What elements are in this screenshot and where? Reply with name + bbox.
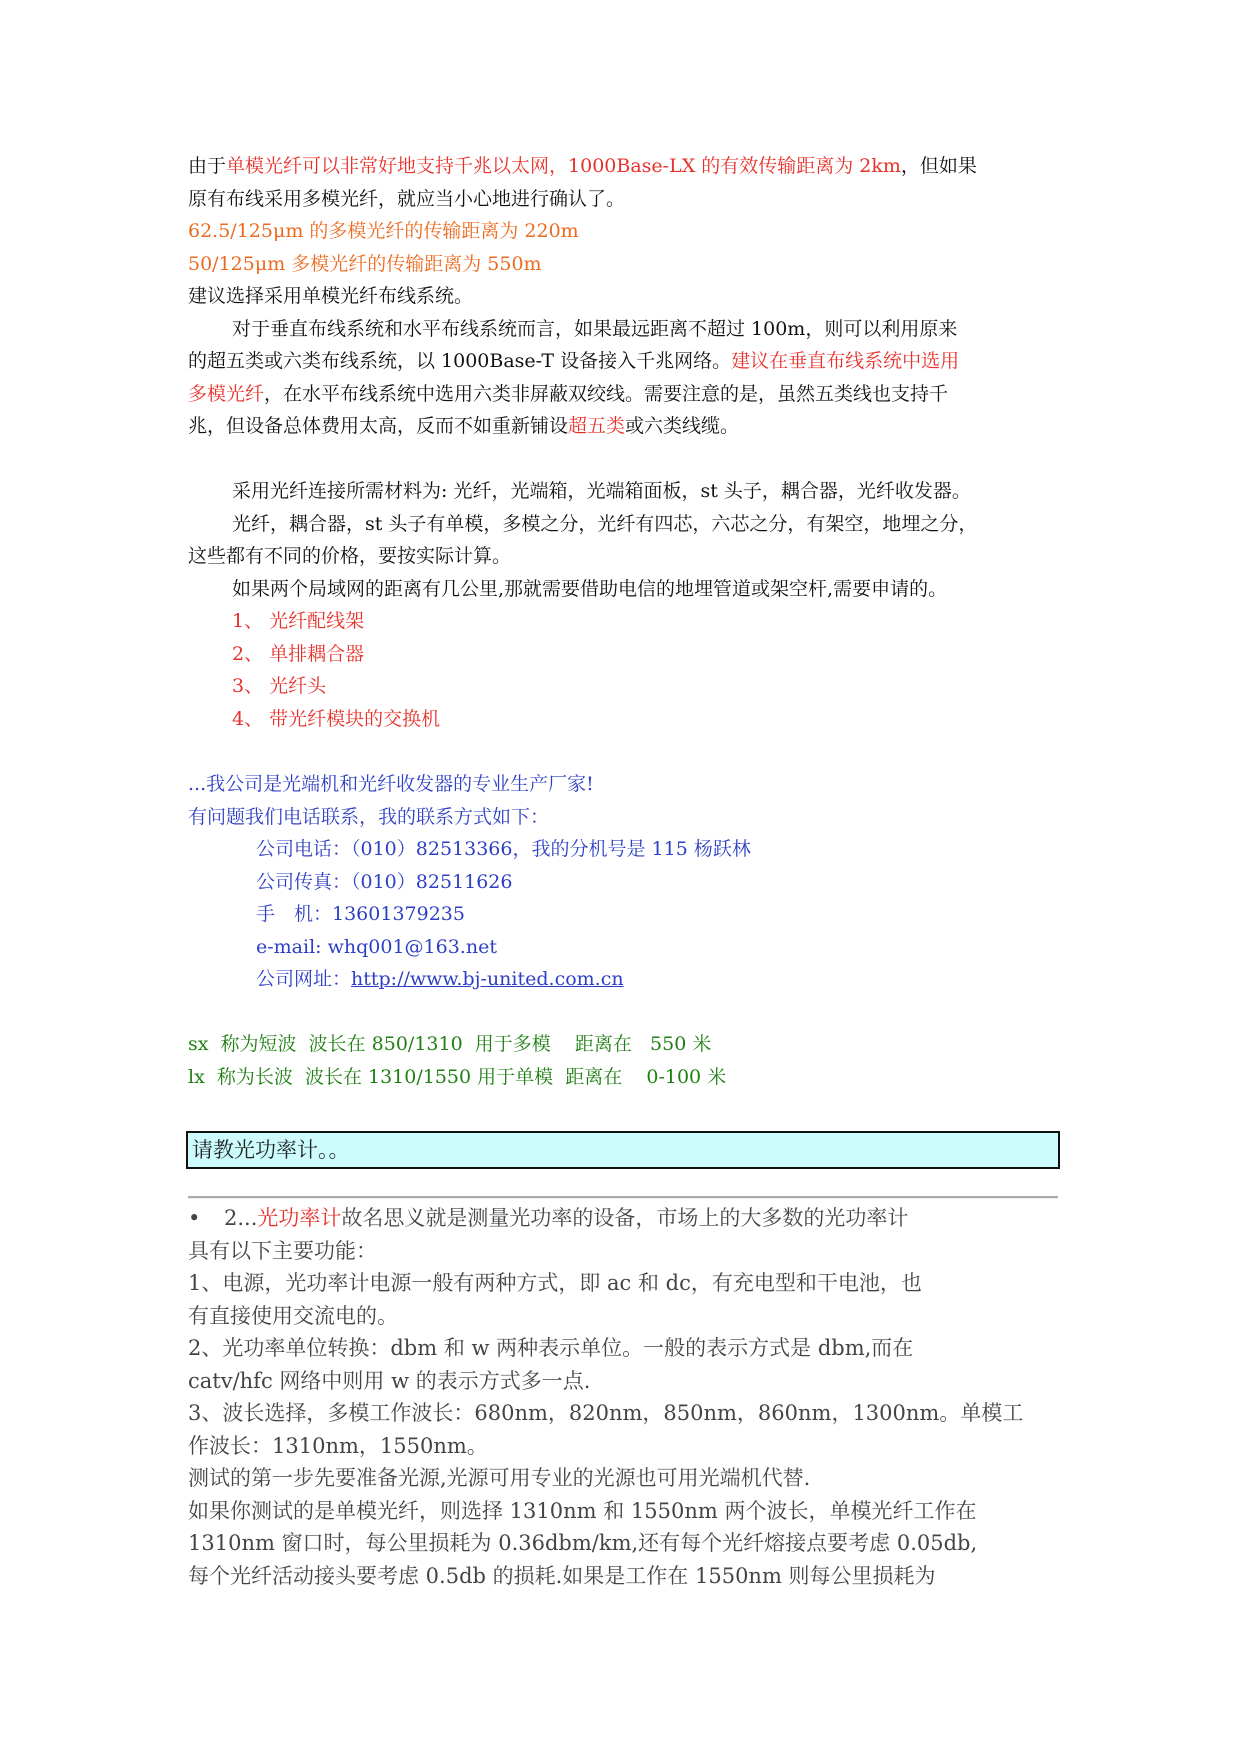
text-line: 采用光纤连接所需材料为: 光纤，光端箱，光端箱面板，st 头子，耦合器，光纤收发器。 bbox=[232, 480, 971, 502]
text-line bbox=[188, 410, 1058, 443]
website-label: 公司网址： bbox=[256, 968, 352, 990]
highlight-text: 建议在垂直布线系统中选用 bbox=[731, 350, 960, 372]
text-span: 2... bbox=[224, 1206, 258, 1230]
company-intro: ...我公司是光端机和光纤收发器的专业生产厂家! bbox=[188, 773, 594, 795]
question-box bbox=[186, 1131, 1060, 1169]
answer-line: catv/hfc 网络中则用 w 的表示方式多一点. bbox=[188, 1368, 591, 1393]
company-phone: 公司电话：（010）82513366，我的分机号是 115 杨跃林 bbox=[256, 838, 751, 860]
question-title: 请教光功率计。。 bbox=[192, 1138, 350, 1162]
highlight-text: 光功率计 bbox=[257, 1206, 342, 1230]
answer-block bbox=[188, 1202, 1058, 1592]
text-line bbox=[188, 378, 1058, 411]
answer-line: 2、光功率单位转换：dbm 和 w 两种表示单位。一般的表示方式是 dbm,而在 bbox=[188, 1336, 914, 1360]
highlight-text: 多模光纤 bbox=[188, 382, 265, 405]
text-span: 的超五类或六类布线系统，以 1000Base-T 设备接入千兆网络。 bbox=[188, 350, 732, 372]
contact-block bbox=[188, 768, 1058, 996]
text-span: 由于 bbox=[188, 155, 227, 177]
company-fax: 公司传真：（010）82511626 bbox=[256, 870, 513, 893]
highlight-text: 超五类 bbox=[568, 415, 626, 437]
list-item: 1、 光纤配线架 bbox=[232, 610, 365, 632]
list-item: 4、 带光纤模块的交换机 bbox=[232, 707, 441, 730]
answer-line: 测试的第一步先要准备光源,光源可用专业的光源也可用光端机代替. bbox=[188, 1466, 811, 1490]
list-item: 3、 光纤头 bbox=[232, 675, 327, 697]
text-line: 原有布线采用多模光纤，就应当小心地进行确认了。 bbox=[188, 187, 626, 210]
text-span: ，但如果 bbox=[900, 155, 977, 177]
text-line: 这些都有不同的价格，要按实际计算。 bbox=[188, 545, 512, 567]
text-span: 或六类线缆。 bbox=[625, 415, 740, 437]
list-item: 2、 单排耦合器 bbox=[232, 642, 365, 665]
text-line: 如果两个局域网的距离有几公里,那就需要借助电信的地埋管道或架空杆,需要申请的。 bbox=[232, 577, 948, 600]
text-line: 光纤，耦合器，st 头子有单模，多模之分，光纤有四芯，六芯之分，有架空，地埋之分， bbox=[232, 512, 978, 535]
answer-line: 如果你测试的是单模光纤，则选择 1310nm 和 1550nm 两个波长，单模光纤工作在 bbox=[188, 1498, 977, 1523]
answer-line: 3、波长选择，多模工作波长：680nm，820nm，850nm，860nm，1300nm。单模工 bbox=[188, 1401, 1024, 1425]
answer-line: 作波长：1310nm，1550nm。 bbox=[188, 1433, 488, 1458]
website-link[interactable]: http://www.bj-united.com.cn bbox=[351, 968, 624, 990]
intro-paragraph bbox=[188, 150, 1058, 443]
text-span: 兆，但设备总体费用太高，反而不如重新铺设 bbox=[188, 415, 569, 437]
text-line bbox=[188, 150, 1058, 183]
text-span: 故名思义就是测量光功率的设备，市场上的大多数的光功率计 bbox=[341, 1206, 909, 1230]
mobile-phone: 手 机：13601379235 bbox=[256, 903, 465, 925]
company-website bbox=[188, 963, 1058, 996]
answer-line: 具有以下主要功能： bbox=[188, 1238, 377, 1263]
contact-email: e-mail: whq001@163.net bbox=[256, 935, 497, 958]
answer-line: 每个光纤活动接头要考虑 0.5db 的损耗.如果是工作在 1550nm 则每公里损耗为 bbox=[188, 1563, 936, 1588]
text-span: ，在水平布线系统中选用六类非屏蔽双绞线。需要注意的是，虽然五类线也支持千 bbox=[264, 382, 949, 405]
sx-wavelength-line: sx 称为短波 波长在 850/1310 用于多模 距离在 550 米 bbox=[188, 1033, 712, 1055]
answer-line: 1310nm 窗口时，每公里损耗为 0.36dbm/km,还有每个光纤熔接点要考虑 0.05db, bbox=[188, 1531, 978, 1555]
text-line: 对于垂直布线系统和水平布线系统而言，如果最远距离不超过 100m，则可以利用原来 bbox=[232, 317, 958, 340]
fiber-distance-62: 62.5/125μm 的多模光纤的传输距离为 220m bbox=[188, 220, 579, 242]
answer-line: 1、电源，光功率计电源一般有两种方式，即 ac 和 dc，有充电型和干电池，也 bbox=[188, 1271, 922, 1295]
materials-paragraph bbox=[188, 475, 1058, 735]
wavelength-block bbox=[188, 1028, 1058, 1093]
lx-wavelength-line: lx 称为长波 波长在 1310/1550 用于单模 距离在 0-100 米 bbox=[188, 1065, 727, 1088]
text-line bbox=[188, 345, 1058, 378]
text-line: 建议选择采用单模光纤布线系统。 bbox=[188, 285, 474, 307]
fiber-distance-50: 50/125μm 多模光纤的传输距离为 550m bbox=[188, 252, 542, 275]
contact-prompt: 有问题我们电话联系，我的联系方式如下： bbox=[188, 805, 550, 828]
highlight-text: 单模光纤可以非常好地支持千兆以太网，1000Base-LX 的有效传输距离为 2km bbox=[226, 155, 901, 177]
answer-line bbox=[188, 1202, 1058, 1235]
answer-line: 有直接使用交流电的。 bbox=[188, 1303, 398, 1328]
bullet-icon: • bbox=[188, 1206, 201, 1230]
divider bbox=[188, 1196, 1058, 1199]
